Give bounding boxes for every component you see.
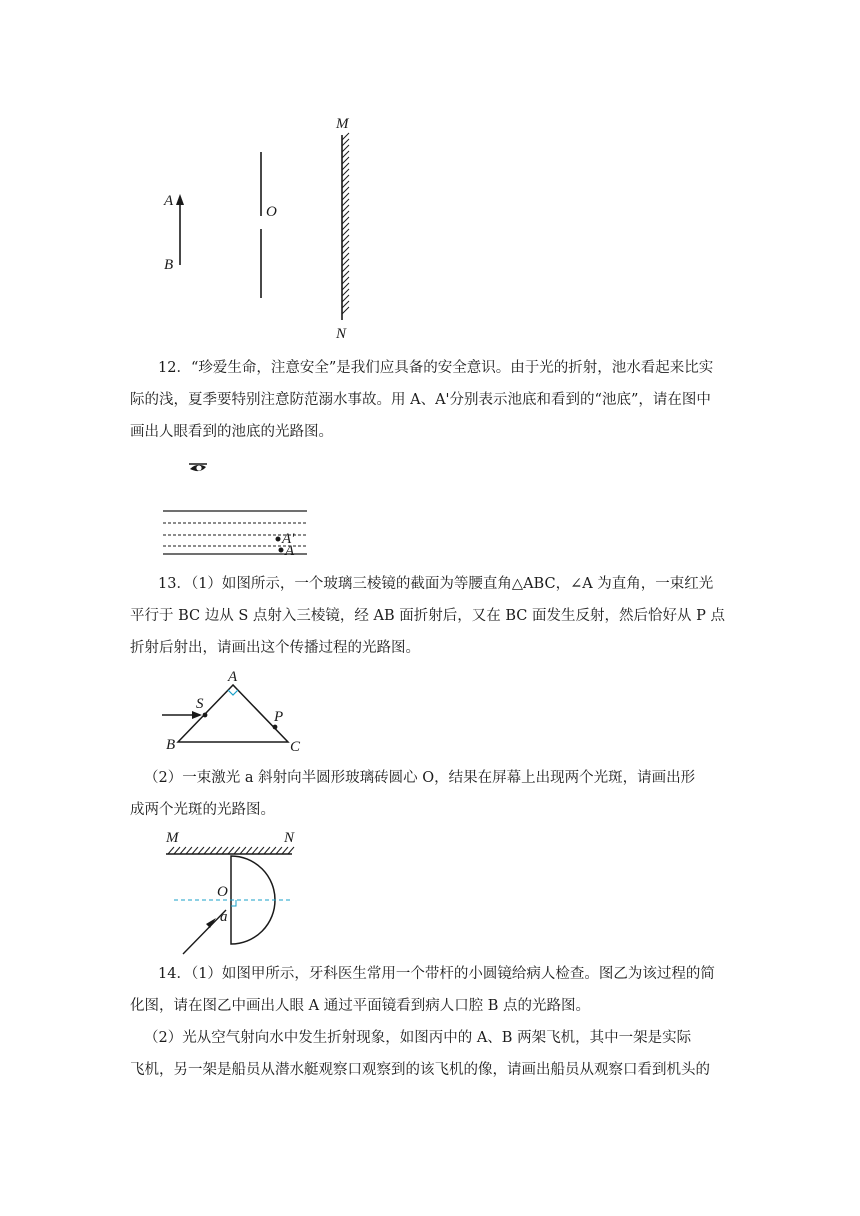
figure-mirror-aperture [0, 0, 860, 360]
label-p: P [274, 709, 284, 725]
hatch-line [342, 187, 349, 194]
hatch-line [342, 157, 349, 164]
q13b-line-2: 成两个光斑的光路图。 [130, 802, 275, 818]
hatch-line [342, 169, 349, 176]
q12-line-1: 12．“珍爱生命，注意安全”是我们应具备的安全意识。由于光的折射，池水看起来比实 [158, 360, 714, 376]
hatch-line [342, 259, 349, 266]
eye-icon [189, 464, 207, 471]
hatch-line [186, 847, 192, 854]
label-a-prime: A' [282, 531, 295, 547]
hatch-line [342, 241, 349, 248]
screen-hatching [168, 847, 294, 854]
hatch-line [198, 847, 204, 854]
hatch-line [342, 271, 349, 278]
hatch-line [204, 847, 210, 854]
label-m: M [336, 116, 349, 132]
hatch-line [342, 151, 349, 158]
q12-line-3: 画出人眼看到的池底的光路图。 [130, 424, 333, 440]
figure-pool [0, 440, 860, 560]
hatch-line [342, 133, 349, 140]
point-a [279, 548, 284, 553]
label-n: N [336, 326, 347, 342]
q13a-line-3: 折射后射出，请画出这个传播过程的光路图。 [130, 640, 420, 656]
hatch-line [174, 847, 180, 854]
hatch-line [240, 847, 246, 854]
hatch-line [258, 847, 264, 854]
hatch-line [270, 847, 276, 854]
hatch-line [246, 847, 252, 854]
hatch-line [228, 847, 234, 854]
point-a-prime [276, 537, 281, 542]
hatch-line [288, 847, 294, 854]
q14a-line-1: 14．（1）如图甲所示，牙科医生常用一个带杆的小圆镜给病人检查。图乙为该过程的简 [158, 966, 715, 982]
label-a-pool: A [285, 543, 295, 559]
point-s [203, 713, 208, 718]
hatch-line [342, 175, 349, 182]
q14b-line-1: （2）光从空气射向水中发生折射现象，如图丙中的 A、B 两架飞机，其中一架是实际 [144, 1030, 692, 1046]
hatch-line [342, 211, 349, 218]
q12-line-2: 际的浅，夏季要特别注意防范溺水事故。用 A、A'分别表示池底和看到的“池底”，请在图中 [130, 392, 711, 408]
q14a-line-2: 化图，请在图乙中画出人眼 A 通过平面镜看到病人口腔 B 点的光路图。 [130, 998, 591, 1014]
question-13-part-2 [130, 762, 730, 826]
label-c-prism: C [290, 739, 301, 755]
hatch-line [342, 247, 349, 254]
hatch-line [342, 163, 349, 170]
label-o: O [266, 204, 277, 220]
hatch-line [282, 847, 288, 854]
hatch-line [342, 307, 349, 314]
label-m-screen: M [166, 830, 179, 846]
label-b-prism: B [166, 737, 176, 753]
right-angle-mark [228, 690, 238, 695]
laser-ray-a [183, 910, 226, 954]
hatch-line [234, 847, 240, 854]
hatch-line [342, 217, 349, 224]
hatch-line [342, 253, 349, 260]
hatch-line [342, 301, 349, 308]
label-a-laser: a [220, 909, 228, 925]
q13a-line-1: 13．（1）如图所示，一个玻璃三棱镜的截面为等腰直角△ABC，∠A 为直角，一束红光 [158, 576, 714, 592]
hatch-line [342, 205, 349, 212]
hatch-line [210, 847, 216, 854]
q13a-line-2: 平行于 BC 边从 S 点射入三棱镜，经 AB 面折射后，又在 BC 面发生反射，然后恰好从 P 点 [130, 608, 725, 624]
hatch-line [276, 847, 282, 854]
question-13-part-1 [130, 568, 730, 664]
figure-prism [0, 668, 860, 758]
question-14-part-1 [130, 958, 730, 1022]
hatch-line [192, 847, 198, 854]
hatch-line [342, 283, 349, 290]
hatch-line [168, 847, 174, 854]
hatch-line [216, 847, 222, 854]
hatch-line [342, 181, 349, 188]
hatch-line [342, 193, 349, 200]
hatch-line [342, 289, 349, 296]
hatch-line [342, 277, 349, 284]
hatch-line [342, 223, 349, 230]
question-12 [130, 352, 730, 448]
hatch-line [342, 265, 349, 272]
hatch-line [342, 199, 349, 206]
object-arrow-head [176, 194, 184, 205]
label-s: S [196, 696, 204, 712]
question-14-part-2 [130, 1022, 730, 1086]
label-o-glass: O [217, 884, 228, 900]
label-b: B [164, 257, 174, 273]
hatch-line [180, 847, 186, 854]
label-a: A [164, 193, 174, 209]
laser-arrow-head [206, 918, 216, 928]
hatch-line [342, 235, 349, 242]
point-p [273, 725, 278, 730]
label-n-screen: N [284, 830, 295, 846]
hatch-line [342, 229, 349, 236]
hatch-line [342, 145, 349, 152]
q14b-line-2: 飞机，另一架是船员从潜水艇观察口观察到的该飞机的像，请画出船员从观察口看到机头的 [130, 1062, 710, 1078]
hatch-line [342, 295, 349, 302]
hatch-line [222, 847, 228, 854]
hatch-line [252, 847, 258, 854]
q13b-line-1: （2）一束激光 a 斜射向半圆形玻璃砖圆心 O，结果在屏幕上出现两个光斑，请画出形 [144, 770, 696, 786]
hatch-line [264, 847, 270, 854]
hatch-line [342, 139, 349, 146]
figure-semicircle-glass [0, 820, 860, 960]
label-a-prism: A [228, 669, 238, 685]
mirror-hatching [342, 133, 349, 314]
